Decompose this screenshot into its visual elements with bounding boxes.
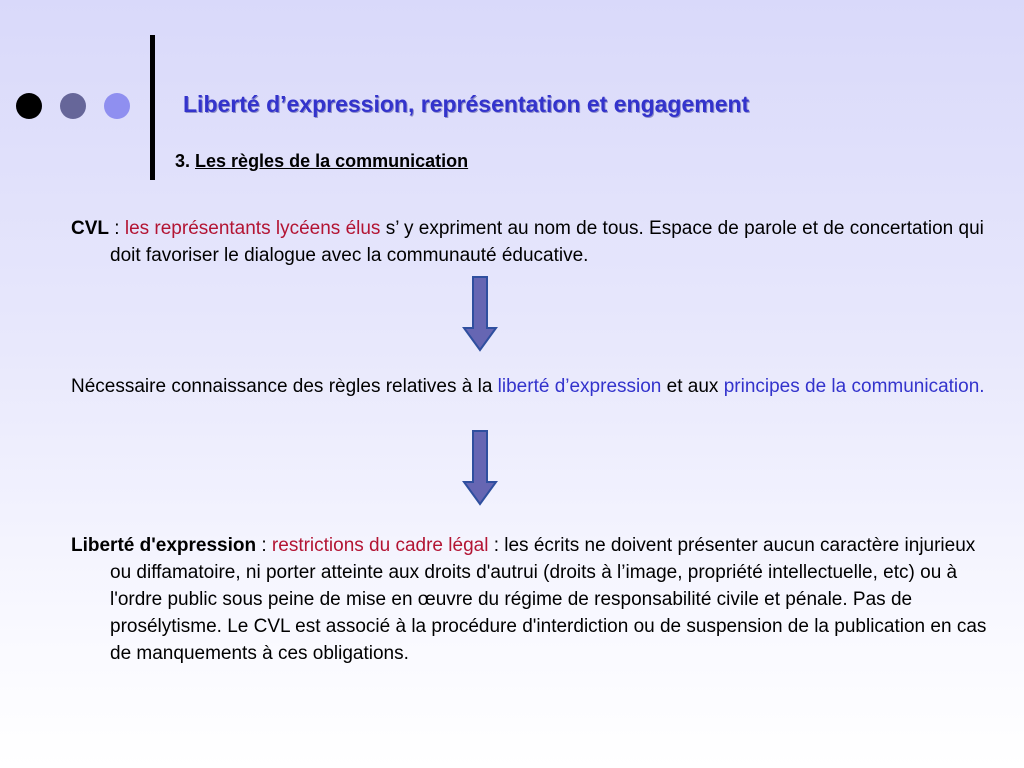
subtitle-number: 3.: [175, 151, 191, 171]
slide-title: Liberté d’expression, représentation et engagement: [183, 91, 750, 117]
cvl-highlight: les représentants lycéens élus: [124, 218, 381, 239]
dot-gray: [60, 93, 86, 119]
dot-black: [16, 93, 42, 119]
subtitle-text: Les règles de la communication: [195, 151, 469, 171]
paragraph-liberte: [71, 532, 990, 667]
slide-subtitle: [175, 151, 468, 172]
rules-link-principes: principes de la communication.: [723, 376, 985, 397]
down-arrow-icon: [462, 276, 498, 352]
rules-mid: et aux: [661, 376, 724, 397]
liberte-rest: : les écrits ne doivent présenter aucun caractère injurieux ou diffamatoire, ni porter atteinte aux droits d'autrui (droits à l’image, propriété intellectuelle, etc) ou à l'ordre public sous peine de mise en œuvre du régime de responsabilité civile et pénale. Pas de prosélytisme. Le CVL est associé à la procédure d'interdiction ou de suspension de la publication en cas de manquements à ces obligations.: [110, 535, 987, 664]
rules-link-liberte: liberté d’expression: [497, 376, 662, 397]
paragraph-rules: [71, 373, 990, 400]
down-arrow-icon: [462, 430, 498, 506]
liberte-sep: :: [256, 535, 272, 556]
title-divider: [150, 35, 155, 180]
paragraph-cvl: [71, 215, 990, 269]
liberte-term: Liberté d'expression: [71, 535, 257, 556]
dot-lavender: [104, 93, 130, 119]
rules-lead: Nécessaire connaissance des règles relatives à la: [71, 376, 498, 397]
cvl-sep: :: [109, 218, 125, 239]
liberte-highlight: restrictions du cadre légal: [271, 535, 489, 556]
cvl-rest: s’ y expriment au nom de tous. Espace de parole et de concertation qui doit favoriser le dialogue avec la communauté éducative.: [110, 218, 984, 266]
cvl-term: CVL: [71, 218, 109, 239]
